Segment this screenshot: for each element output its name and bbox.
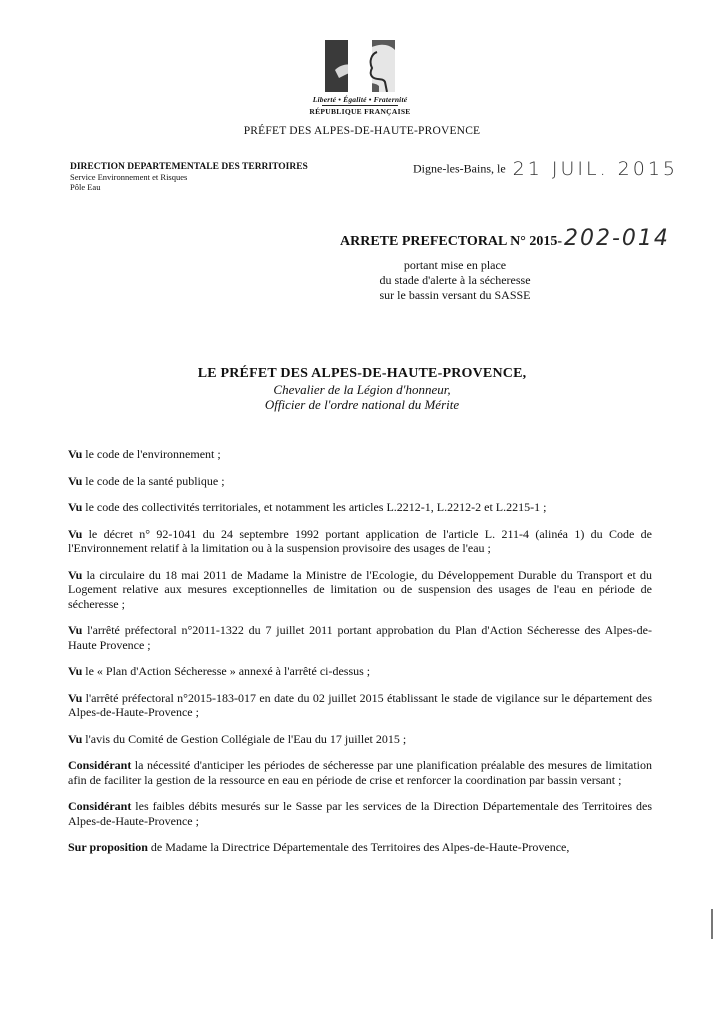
stamped-date: 21 JUIL. 2015 [512,158,679,180]
scan-edge-mark [711,909,713,939]
clause [68,500,652,515]
clause-lead: Considérant [68,758,132,772]
clause [68,732,652,747]
clause-text: le code de l'environnement ; [82,447,221,461]
arrete-prefix: ARRETE PREFECTORAL N° 2015- [340,234,562,249]
clause-text: le code des collectivités territoriales, et notamment les articles L.2212-1, L.2212-2 et L.2215-1 ; [82,500,547,514]
clause [68,664,652,679]
prefect-honour-2: Officier de l'ordre national du Mérite [264,397,460,412]
clause [68,447,652,462]
clause-lead: Vu [68,623,83,637]
clause-lead: Vu [68,567,83,582]
arrete-subject [340,258,570,303]
clause-text: les faibles débits mesurés sur le Sasse par les services de la Direction Départementale des Territoires des Alpes-de-Haute-Provence ; [68,799,652,828]
clause-text: la nécessité d'anticiper les périodes de sécheresse par une planification préalable des mesures de limitation afin de faciliter la gestion de la ressource en eau en période de crise et renforcer la coordination par bassin versant ; [68,758,652,787]
prefect-honour-1: Chevalier de la Légion d'honneur, [273,382,451,397]
motto-divider [322,105,398,106]
clause-lead: Vu [68,526,83,541]
clause-text: la circulaire du 18 mai 2011 de Madame la Ministre de l'Ecologie, du Développement Durable du Transport et du Logement relative aux mesures exceptionnelles de limitation ou de suspension des usages de l'eau en période de sécheresse ; [68,567,652,611]
prefect-title: LE PRÉFET DES ALPES-DE-HAUTE-PROVENCE, [197,366,527,381]
prefet-heading: PRÉFET DES ALPES-DE-HAUTE-PROVENCE [243,125,481,137]
clause-lead: Considérant [68,799,132,813]
subject-line: sur le bassin versant du SASSE [379,288,531,302]
clause-lead: Sur proposition [68,840,148,854]
clause-lead: Vu [68,690,83,705]
clause [68,474,652,489]
place-date [413,158,678,180]
clause [68,527,652,556]
clause-text: de Madame la Directrice Départementale des Territoires des Alpes-de-Haute-Provence, [147,840,570,854]
clause [68,799,652,828]
clause-text: l'arrêté préfectoral n°2015-183-017 en date du 02 juillet 2015 établissant le stade de vigilance sur le département des Alpes-de-Haute-Provence ; [68,690,652,719]
subject-line: portant mise en place [403,258,507,272]
clause-text: le code de la santé publique ; [82,473,225,488]
clauses-list [68,447,652,867]
clause-text: l'avis du Comité de Gestion Collégiale de l'Eau du 17 juillet 2015 ; [82,731,407,746]
motto-text: Liberté • Égalité • Fraternité [312,95,408,104]
clause-lead: Vu [68,500,83,514]
clause [68,568,652,612]
subject-line: du stade d'alerte à la sécheresse [379,273,531,287]
republique-logo [305,40,415,116]
arrete-title [340,226,670,251]
clause-text: l'arrêté préfectoral n°2011-1322 du 7 juillet 2011 portant approbation du Plan d'Action Sécheresse des Alpes-de-Haute Provence ; [68,623,652,652]
clause-lead: Vu [68,731,83,746]
prefect-title-block [0,366,724,412]
clause [68,691,652,720]
department-title: DIRECTION DEPARTEMENTALE DES TERRITOIRES [70,162,308,172]
marianne-emblem-icon [325,40,395,92]
arrete-number-handwritten: 202-014 [563,226,670,251]
department-pole: Pôle Eau [70,182,101,192]
republic-text: RÉPUBLIQUE FRANÇAISE [309,107,411,116]
clause [68,758,652,787]
clause-lead: Vu [68,447,83,461]
clause [68,623,652,652]
clause-text: le décret n° 92-1041 du 24 septembre 1992 portant application de l'article L. 211-4 (alinéa 1) du Code de l'Environnement relatif à la limitation ou à la suspension provisoire des usages de l'eau ; [68,526,652,555]
clause-lead: Vu [68,664,83,678]
clause-lead: Vu [68,473,83,488]
clause [68,840,652,855]
clause-text: le « Plan d'Action Sécheresse » annexé à l'arrêté ci-dessus ; [82,664,371,678]
department-service: Service Environnement et Risques [70,172,188,182]
place-label: Digne-les-Bains, le [413,161,506,176]
department-block [70,162,370,192]
